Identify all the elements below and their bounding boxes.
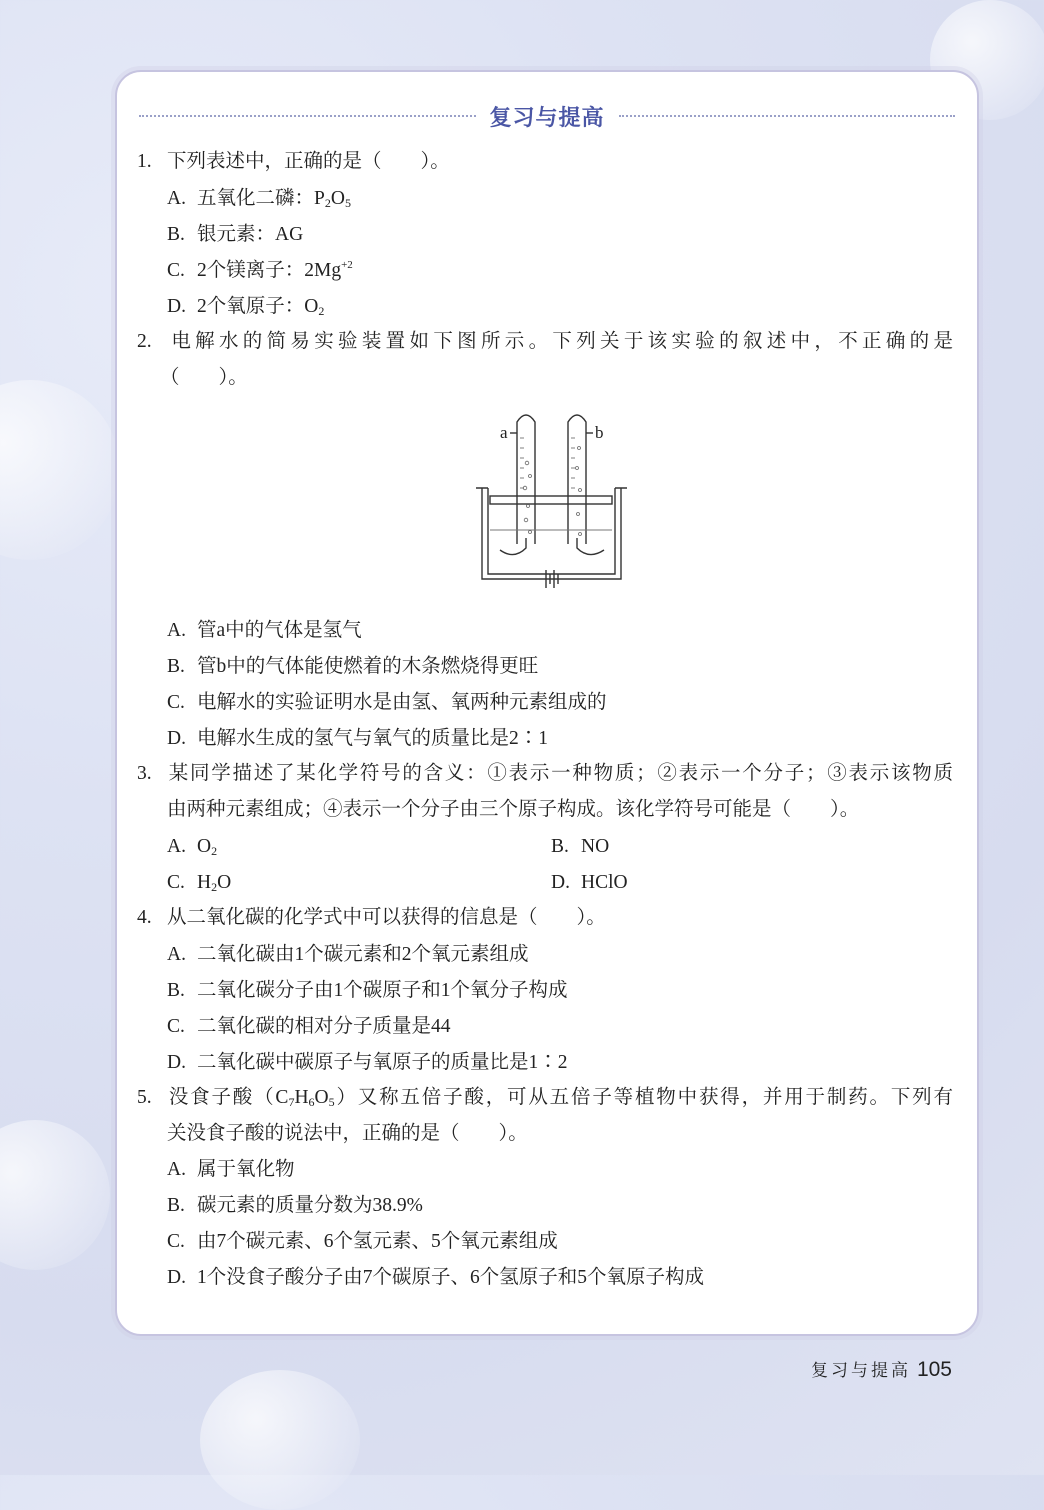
option-text: 属于氧化物 <box>197 1159 295 1180</box>
subscript: 2 <box>324 196 331 210</box>
question-text: 没食子酸（C <box>167 1087 289 1108</box>
question-number: 4. <box>137 907 152 928</box>
question-number: 3. <box>137 763 152 784</box>
option-5c <box>167 1230 558 1254</box>
tube-b-label: b <box>595 423 604 442</box>
question-1-stem <box>137 150 450 174</box>
question-5-stem <box>137 1086 953 1110</box>
option-text: 二氧化碳的相对分子质量是44 <box>197 1016 451 1037</box>
option-3c <box>167 871 231 895</box>
option-3d <box>551 871 628 895</box>
option-4c <box>167 1015 451 1039</box>
question-5-stem-cont <box>167 1122 528 1146</box>
option-text: O <box>330 188 345 209</box>
option-label: C. <box>167 872 185 893</box>
option-label: A. <box>167 620 186 641</box>
option-label: B. <box>167 1195 185 1216</box>
question-text: ）又称五倍子酸，可从五倍子等植物中获得，并用于制药。下列有 <box>334 1087 953 1108</box>
background-bubble <box>0 1120 110 1270</box>
option-text: 电解水的实验证明水是由氢、氧两种元素组成的 <box>197 692 607 713</box>
option-text: 电解水生成的氢气与氧气的质量比是2∶1 <box>197 728 549 749</box>
option-text: 碳元素的质量分数为38.9% <box>197 1195 423 1216</box>
superscript: +2 <box>341 259 353 271</box>
subscript: 2 <box>318 304 325 318</box>
subscript: 5 <box>328 1095 335 1109</box>
option-text: 二氧化碳分子由1个碳原子和1个氧分子构成 <box>197 980 568 1001</box>
option-label: B. <box>167 980 185 1001</box>
question-text: 下列表述中，正确的是（ ）。 <box>167 151 450 172</box>
option-text: 二氧化碳中碳原子与氧原子的质量比是1∶2 <box>197 1052 568 1073</box>
option-label: B. <box>167 656 185 677</box>
question-text: 从二氧化碳的化学式中可以获得的信息是（ ）。 <box>167 907 606 928</box>
background-bubble <box>0 380 120 560</box>
option-label: A. <box>167 836 186 857</box>
option-text: O <box>197 836 212 857</box>
subscript: 7 <box>288 1095 295 1109</box>
trough-outer <box>482 488 621 579</box>
option-text: H <box>197 872 212 893</box>
option-text: HClO <box>581 872 628 893</box>
option-5a <box>167 1158 295 1182</box>
question-text: 电解水的简易实验装置如下图所示。下列关于该实验的叙述中，不正确的是 <box>167 331 953 352</box>
page-footer <box>811 1356 952 1382</box>
question-number: 2. <box>137 331 152 352</box>
dotted-rule <box>619 115 956 117</box>
option-3a <box>167 835 217 859</box>
option-2b <box>167 655 538 679</box>
tube-b <box>568 415 586 544</box>
option-text: 二氧化碳由1个碳元素和2个氧元素组成 <box>197 944 529 965</box>
option-3b <box>551 835 609 859</box>
subscript: 2 <box>211 844 218 858</box>
section-header <box>139 98 955 134</box>
tube-a-label: a <box>500 423 508 442</box>
question-text: 某同学描述了某化学符号的含义：①表示一种物质；②表示一个分子；③表示该物质 <box>167 763 953 784</box>
option-label: B. <box>167 224 185 245</box>
option-4d <box>167 1051 568 1075</box>
question-3-stem-cont <box>167 798 859 822</box>
background-bubble <box>200 1370 360 1510</box>
option-2d <box>167 727 548 751</box>
option-text: 管b中的气体能使燃着的木条燃烧得更旺 <box>197 656 539 677</box>
option-text: 五氧化二磷：P <box>197 188 325 209</box>
option-text: 2个镁离子：2Mg <box>197 260 342 281</box>
support-bar <box>490 496 612 504</box>
page-number: 105 <box>916 1358 952 1381</box>
formula-text: H <box>294 1087 309 1108</box>
option-label: B. <box>551 836 569 857</box>
option-5b <box>167 1194 423 1218</box>
option-label: C. <box>167 692 185 713</box>
option-text: O <box>217 872 232 893</box>
option-1b <box>167 223 303 247</box>
option-label: D. <box>167 296 186 317</box>
footer-title: 复习与提高 <box>810 1361 911 1381</box>
option-label: A. <box>167 944 186 965</box>
option-label: C. <box>167 260 185 281</box>
option-label: A. <box>167 188 186 209</box>
option-label: D. <box>551 872 570 893</box>
subscript: 2 <box>211 880 218 894</box>
subscript: 6 <box>308 1095 315 1109</box>
option-text: NO <box>581 836 610 857</box>
option-text: 由7个碳元素、6个氢元素、5个氧元素组成 <box>197 1231 558 1252</box>
question-text: 关没食子酸的说法中，正确的是（ ）。 <box>167 1123 528 1144</box>
question-4-stem <box>137 906 606 930</box>
option-label: A. <box>167 1159 186 1180</box>
option-label: C. <box>167 1231 185 1252</box>
option-label: D. <box>167 728 186 749</box>
formula-text: O <box>314 1087 329 1108</box>
option-4a <box>167 943 529 967</box>
electrolysis-apparatus-figure <box>364 338 664 603</box>
question-2-stem-cont <box>160 366 248 390</box>
question-number: 1. <box>137 151 152 172</box>
question-text: 由两种元素组成；④表示一个分子由三个原子构成。该化学符号可能是（ ）。 <box>167 799 860 820</box>
question-3-stem <box>137 762 953 786</box>
subscript: 5 <box>344 196 351 210</box>
option-2c <box>167 691 607 715</box>
option-1a <box>167 187 351 211</box>
option-1c <box>167 259 353 283</box>
trough-inner <box>488 488 615 574</box>
option-label: D. <box>167 1267 186 1288</box>
option-text: 2个氧原子：O <box>197 296 319 317</box>
dotted-rule <box>139 115 476 117</box>
option-text: 管a中的气体是氢气 <box>197 620 362 641</box>
apparatus-svg <box>364 338 664 598</box>
option-4b <box>167 979 568 1003</box>
section-title: 复习与提高 <box>489 105 605 131</box>
option-5d <box>167 1266 704 1290</box>
question-number: 5. <box>137 1087 152 1108</box>
option-2a <box>167 619 362 643</box>
option-text: 银元素：AG <box>197 224 304 245</box>
option-text: 1个没食子酸分子由7个碳原子、6个氢原子和5个氧原子构成 <box>197 1267 705 1288</box>
option-1d <box>167 295 324 319</box>
tube-a <box>517 415 535 544</box>
option-label: D. <box>167 1052 186 1073</box>
question-text: （ ）。 <box>160 367 248 388</box>
option-label: C. <box>167 1016 185 1037</box>
